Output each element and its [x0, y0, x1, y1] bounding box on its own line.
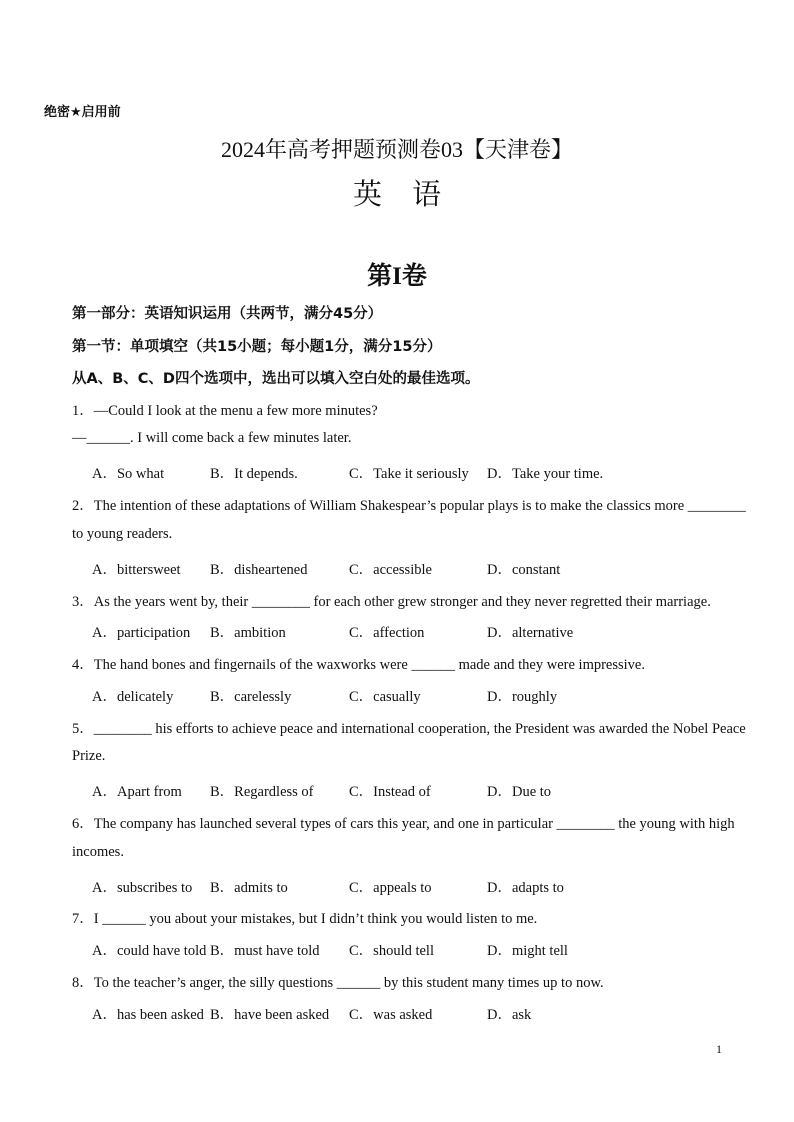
subject-title: 英语: [352, 179, 471, 211]
question-3-option-d: D．alternative: [487, 625, 574, 641]
question-8-option-c: C．was asked: [349, 1007, 433, 1023]
confidential-label: 绝密★启用前: [44, 105, 121, 120]
question-8-option-a: A．has been asked: [92, 1007, 204, 1023]
section-heading: 第一节：单项填空（共15小题；每小题1分，满分15分）: [72, 339, 442, 355]
question-7-line-1: 7．I ______ you about your mistakes, but I didn’t think you would listen to me.: [72, 911, 538, 927]
question-7-option-c: C．should tell: [349, 943, 434, 959]
question-1-option-a: A．So what: [92, 466, 165, 482]
instruction-text: 从A、B、C、D四个选项中，选出可以填入空白处的最佳选项。: [72, 371, 480, 387]
question-7-option-b: B．must have told: [210, 943, 320, 959]
question-3-option-b: B．ambition: [210, 625, 286, 641]
question-7-option-a: A．could have told: [92, 943, 207, 959]
question-1-option-d: D．Take your time.: [487, 466, 604, 482]
part-heading: 第一部分：英语知识运用（共两节，满分45分）: [72, 306, 383, 322]
question-5-line-2: Prize.: [72, 748, 106, 764]
question-4-option-d: D．roughly: [487, 689, 558, 705]
question-2-line-1: 2．The intention of these adaptations of William Shakespear’s popular plays is to make the classics more ________: [72, 498, 746, 514]
question-2-option-d: D．constant: [487, 562, 561, 578]
question-2-line-2: to young readers.: [72, 526, 173, 542]
question-6-option-d: D．adapts to: [487, 880, 564, 896]
question-6-option-b: B．admits to: [210, 880, 288, 896]
question-2-option-a: A．bittersweet: [92, 562, 181, 578]
question-4-option-c: C．casually: [349, 689, 421, 705]
question-8-line-1: 8．To the teacher’s anger, the silly questions ______ by this student many times up to now.: [72, 975, 604, 991]
question-8-option-b: B．have been asked: [210, 1007, 330, 1023]
volume-heading: 第I卷: [367, 263, 427, 290]
question-2-option-b: B．disheartened: [210, 562, 308, 578]
question-6-line-1: 6．The company has launched several types of cars this year, and one in particular ________ the young with high: [72, 816, 735, 832]
exam-title: 2024年高考押题预测卷03【天津卷】: [220, 137, 573, 162]
question-5-option-c: C．Instead of: [349, 784, 431, 800]
question-6-line-2: incomes.: [72, 844, 124, 860]
page-number: 1: [716, 1042, 722, 1056]
question-7-option-d: D．might tell: [487, 943, 568, 959]
question-5-option-b: B．Regardless of: [210, 784, 314, 800]
question-4-line-1: 4．The hand bones and fingernails of the waxworks were ______ made and they were impressive.: [72, 657, 645, 673]
question-8-option-d: D．ask: [487, 1007, 532, 1023]
question-3-option-c: C．affection: [349, 625, 425, 641]
question-5-option-a: A．Apart from: [92, 784, 182, 800]
question-6-option-a: A．subscribes to: [92, 880, 193, 896]
question-1-option-c: C．Take it seriously: [349, 466, 469, 482]
question-4-option-a: A．delicately: [92, 689, 174, 705]
question-2-option-c: C．accessible: [349, 562, 432, 578]
question-5-line-1: 5．________ his efforts to achieve peace and international cooperation, the President was awarded the Nobel Peace: [72, 721, 746, 737]
question-5-option-d: D．Due to: [487, 784, 552, 800]
question-3-line-1: 3．As the years went by, their ________ for each other grew stronger and they never regretted their marriage.: [72, 594, 711, 610]
question-3-option-a: A．participation: [92, 625, 191, 641]
question-6-option-c: C．appeals to: [349, 880, 432, 896]
question-4-option-b: B．carelessly: [210, 689, 292, 705]
question-1-option-b: B．It depends.: [210, 466, 298, 482]
question-1-line-2: —______. I will come back a few minutes later.: [72, 430, 352, 446]
question-1-line-1: 1．—Could I look at the menu a few more minutes?: [72, 403, 378, 419]
